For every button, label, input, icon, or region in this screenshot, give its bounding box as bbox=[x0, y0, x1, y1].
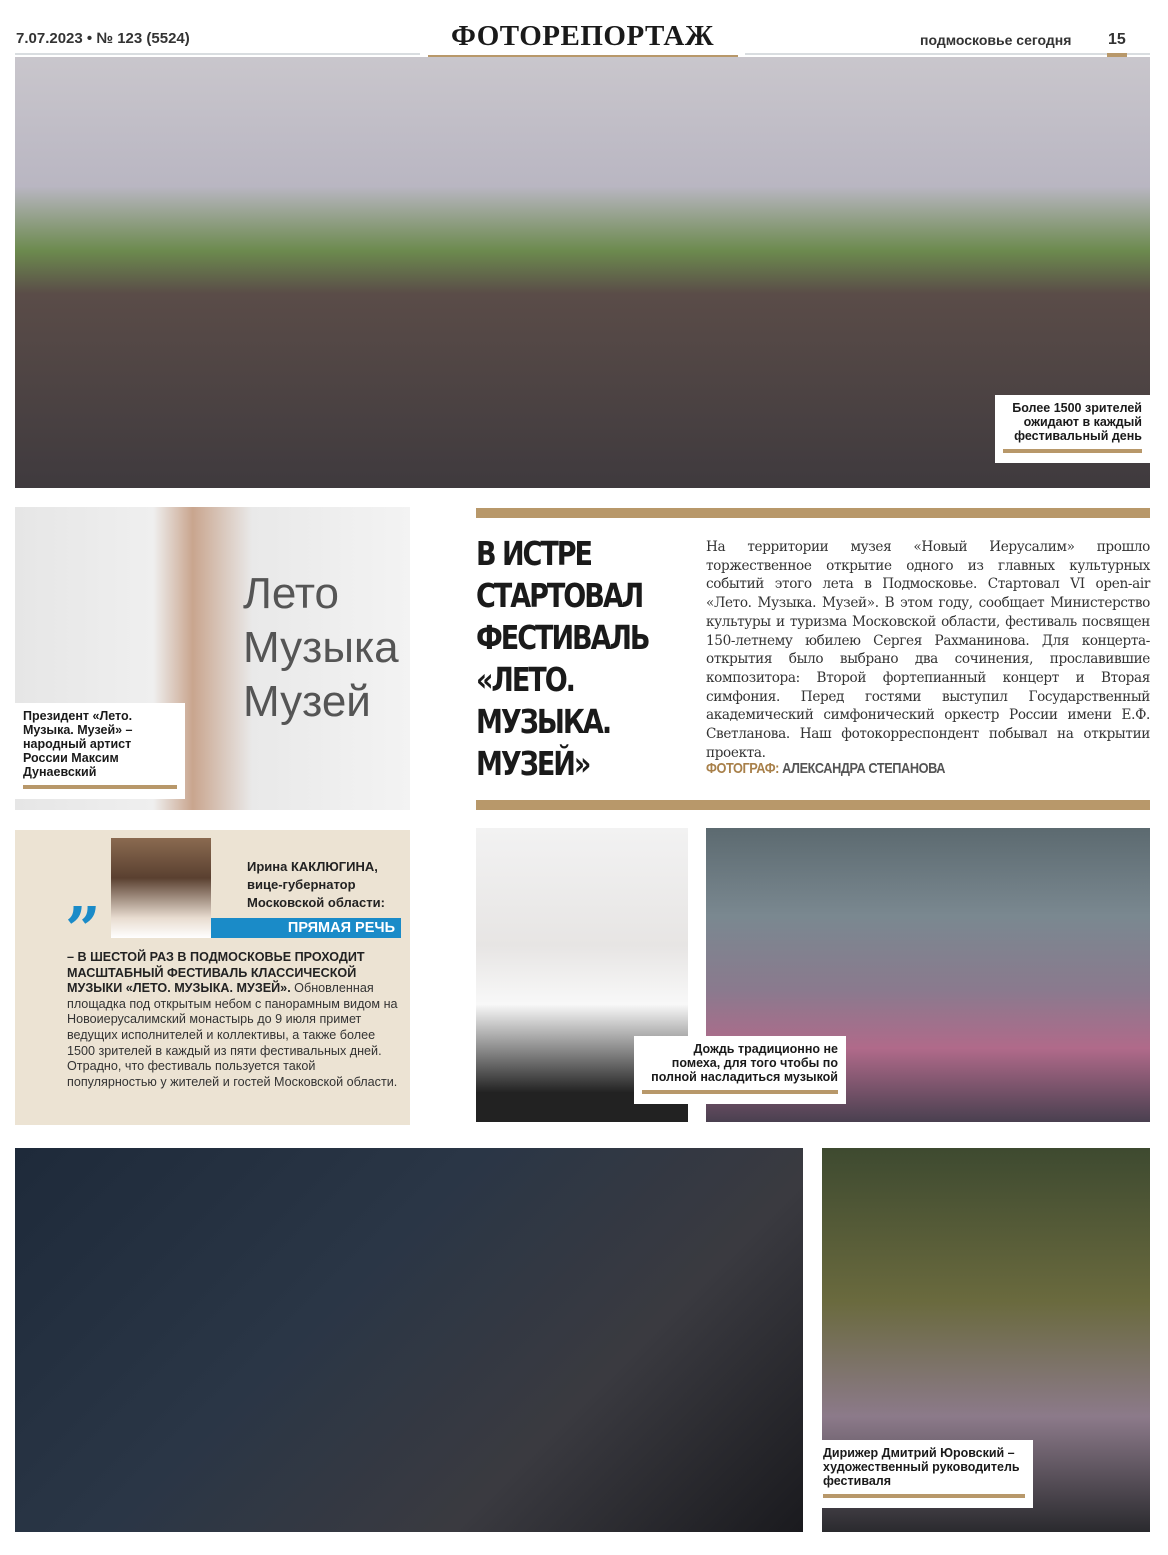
quote-author bbox=[247, 858, 385, 912]
photo-caption-crowd bbox=[634, 1036, 846, 1104]
quote-box bbox=[15, 830, 410, 1125]
credit-name: АЛЕКСАНДРА СТЕПАНОВА bbox=[782, 760, 946, 777]
caption-text: Президент «Лето. Музыка. Музей» – народный артист России Максим Дунаевский bbox=[23, 709, 133, 779]
credit-label: ФОТОГРАФ: bbox=[706, 760, 779, 777]
header-rule bbox=[745, 53, 1150, 55]
caption-underline bbox=[642, 1090, 838, 1094]
caption-text: Дирижер Дмитрий Юровский – художественный руководитель фестиваля bbox=[823, 1446, 1020, 1488]
page-number: 15 bbox=[1108, 31, 1126, 48]
section-title: ФОТОРЕПОРТАЖ bbox=[450, 20, 715, 52]
article-top-bar bbox=[476, 508, 1150, 518]
author-role: вице-губернатор bbox=[247, 877, 356, 892]
photo-orchestra bbox=[15, 1148, 803, 1532]
author-name: Ирина КАКЛЮГИНА, bbox=[247, 859, 378, 874]
photo-caption-conductor bbox=[815, 1440, 1033, 1508]
caption-underline bbox=[23, 785, 177, 789]
photo-caption-top bbox=[995, 395, 1150, 463]
caption-underline bbox=[823, 1494, 1025, 1498]
quote-text bbox=[67, 950, 402, 1090]
photo-credit bbox=[706, 760, 945, 777]
quote-mark-icon: ” bbox=[65, 893, 101, 966]
backdrop-text: Лето Музыка Музей bbox=[243, 569, 399, 726]
quote-portrait bbox=[111, 838, 211, 938]
header-rule bbox=[15, 53, 420, 55]
article-headline: В ИСТРЕ СТАРТОВАЛ ФЕСТИВАЛЬ «ЛЕТО. МУЗЫКА. МУЗЕЙ» bbox=[476, 534, 649, 783]
article-bottom-bar bbox=[476, 800, 1150, 810]
quote-lead: – В ШЕСТОЙ РАЗ В ПОДМОСКОВЬЕ ПРОХОДИТ МАСШТАБНЫЙ ФЕСТИВАЛЬ КЛАССИЧЕСКОЙ МУЗЫКИ «ЛЕТО. МУЗЫКА. МУЗЕЙ». bbox=[67, 950, 365, 996]
article-body: На территории музея «Новый Иерусалим» прошло торжественное открытие одного из главных культурных событий этого лета в Подмосковье. Стартовал VI open-air «Лето. Музыка. Музей». В этом году, сообщает Министерство культуры и туризма Московской области, фестиваль посвящен 150-летнему юбилею Сергея Рахманинова. Для концерта-открытия было выбрано два сочинения, прославившие композитора: Второй фортепианный концерт и Вторая симфония. Перед гостями выступил Государственный академический симфонический оркестр России имени Е.Ф. Светланова. Наш фотокорреспондент побывал на открытии проекта. bbox=[706, 539, 1150, 761]
caption-text: Дождь традиционно не помеха, для того чтобы по полной насладиться музыкой bbox=[651, 1042, 838, 1084]
quote-band: ПРЯМАЯ РЕЧЬ bbox=[211, 918, 401, 938]
caption-underline bbox=[1003, 449, 1142, 453]
author-region: Московской области: bbox=[247, 895, 385, 910]
publication-name: подмосковье сегодня bbox=[920, 32, 1072, 48]
photo-caption-man bbox=[15, 703, 185, 799]
photo-festival-crowd bbox=[15, 57, 1150, 488]
issue-info: 7.07.2023 • № 123 (5524) bbox=[16, 30, 190, 47]
caption-text: Более 1500 зрителей ожидают в каждый фестивальный день bbox=[1012, 401, 1142, 443]
quote-body: Обновленная площадка под открытым небом с панорамным видом на Новоиерусалимский монастырь до 9 июля примет ведущих исполнителей и коллективы, а также более 1500 зрителей в каждый из пяти фестивальных дней. Отрадно, что фестиваль пользуется такой популярностью у жителей и гостей Московской области. bbox=[67, 981, 398, 1089]
